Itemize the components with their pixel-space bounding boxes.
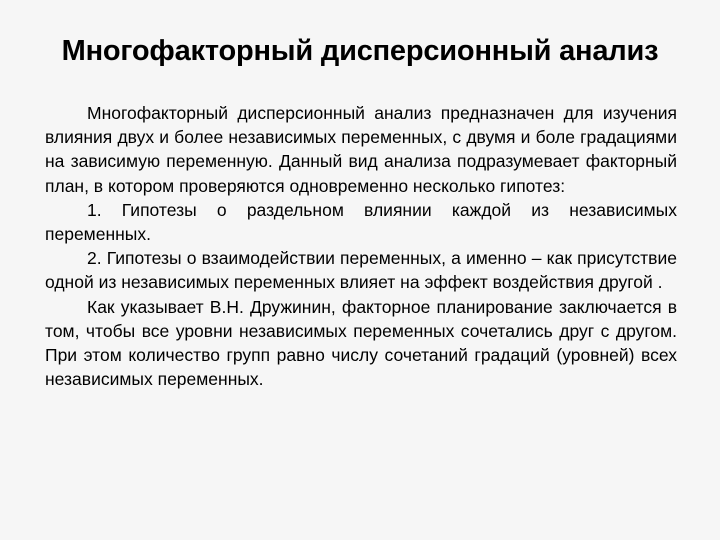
paragraph-hypothesis-2: 2. Гипотезы о взаимодействии переменных, а именно – как присутствие одной из независимых переменных влияет на эффект воздействия другой . (45, 248, 677, 293)
paragraph-intro: Многофакторный дисперсионный анализ предназначен для изучения влияния двух и более независимых переменных, с двумя и боле градациями на зависимую переменную. Данный вид анализа подразумевает факторный план, в котором проверяются одновременно несколько гипотез: (45, 103, 677, 196)
slide-title: Многофакторный дисперсионный анализ (61, 35, 659, 67)
paragraph-hypothesis-1: 1. Гипотезы о раздельном влиянии каждой из независимых переменных. (45, 199, 677, 245)
paragraph-druzhinin: Как указывает В.Н. Дружинин, факторное планирование заключается в том, чтобы все уровни независимых переменных сочетались друг с другом. При этом количество групп равно числу сочетаний градаций (уровней) всех независимых переменных. (45, 296, 677, 390)
slide-body (45, 101, 677, 391)
